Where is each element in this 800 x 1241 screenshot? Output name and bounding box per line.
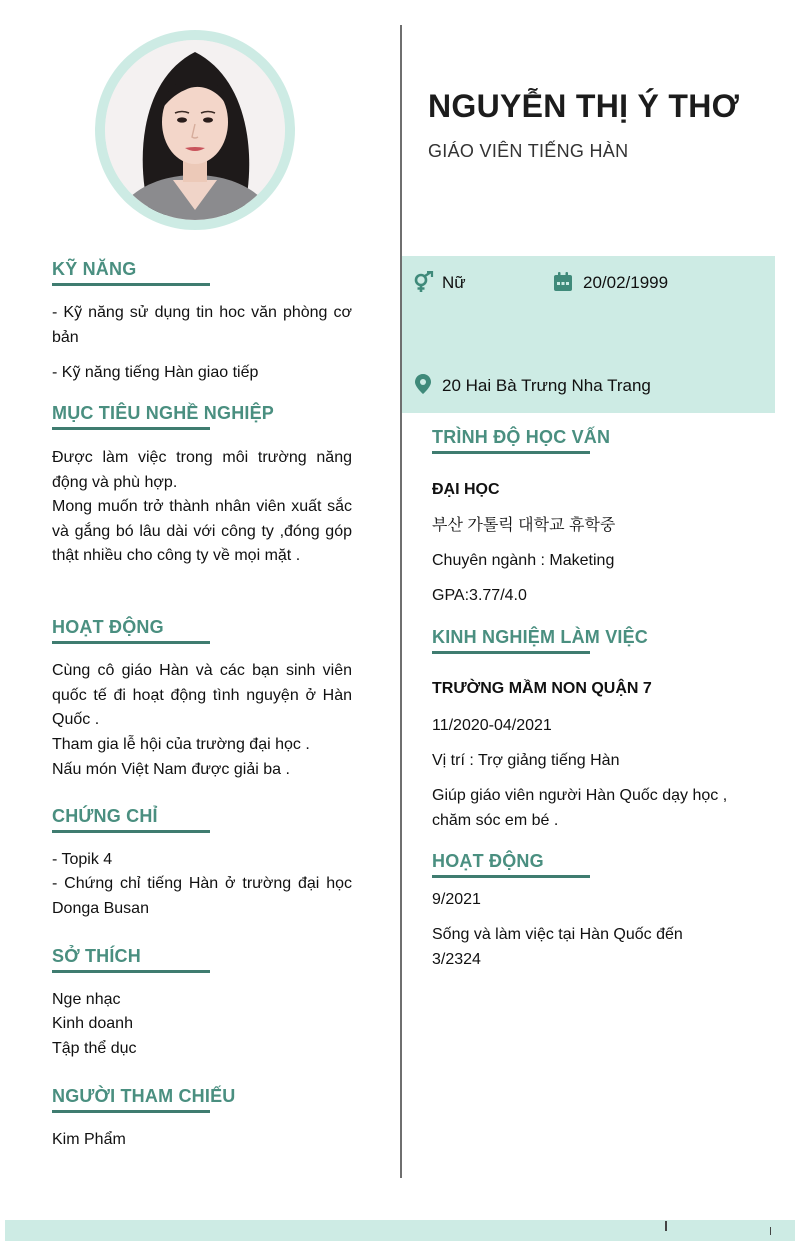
location-pin-icon <box>412 373 434 395</box>
hobbies-heading: SỞ THÍCH <box>52 946 141 966</box>
activities-underline <box>52 641 210 644</box>
calendar-icon <box>552 271 574 293</box>
education-underline <box>432 451 590 454</box>
education-school: 부산 가톨릭 대학교 휴학중 <box>432 517 616 534</box>
right-activities-heading: HOẠT ĐỘNG <box>432 851 544 871</box>
experience-underline <box>432 651 590 654</box>
gender-value: Nữ <box>442 273 466 292</box>
skills-underline <box>52 283 210 286</box>
certificate-item: - Chứng chỉ tiếng Hàn ở trường đại học Donga Busan <box>52 875 352 917</box>
activity-date: 9/2021 <box>432 891 481 908</box>
footer-mark <box>770 1227 771 1235</box>
footer-mark <box>665 1221 667 1231</box>
activities-heading: HOẠT ĐỘNG <box>52 617 164 637</box>
candidate-name: NGUYỄN THỊ Ý THƠ <box>428 88 740 124</box>
certificate-item: - Topik 4 <box>52 851 113 868</box>
certificates-heading: CHỨNG CHỈ <box>52 806 158 826</box>
activity-description: Sống và làm việc tại Hàn Quốc đến 3/2324 <box>432 926 683 968</box>
right-activities-underline <box>432 875 590 878</box>
hobbies-underline <box>52 970 210 973</box>
reference-item: Kim Phẩm <box>52 1131 126 1148</box>
gender-icon <box>412 271 434 293</box>
experience-position: Vị trí : Trợ giảng tiếng Hàn <box>432 752 620 769</box>
skill-item: - Kỹ năng tiếng Hàn giao tiếp <box>52 364 259 381</box>
candidate-role: GIÁO VIÊN TIẾNG HÀN <box>428 141 629 161</box>
experience-period: 11/2020-04/2021 <box>432 717 552 734</box>
column-divider <box>400 25 402 1178</box>
address-value: 20 Hai Bà Trưng Nha Trang <box>442 376 651 395</box>
education-gpa: GPA:3.77/4.0 <box>432 587 527 604</box>
dob-value: 20/02/1999 <box>583 273 669 292</box>
references-underline <box>52 1110 210 1113</box>
footer-bar <box>5 1220 795 1241</box>
certificates-underline <box>52 830 210 833</box>
education-major: Chuyên ngành : Maketing <box>432 552 615 569</box>
education-level: ĐẠI HỌC <box>432 481 500 498</box>
objective-text: Được làm việc trong môi trường năng động và phù hợp. <box>52 449 352 491</box>
activity-text: Tham gia lễ hội của trường đại học . <box>52 736 310 753</box>
avatar-photo <box>105 40 285 220</box>
skill-item: - Kỹ năng sử dụng tin hoc văn phòng cơ bản <box>52 304 352 346</box>
objective-underline <box>52 427 210 430</box>
activity-text: Nấu món Việt Nam được giải ba . <box>52 761 290 778</box>
experience-heading: KINH NGHIỆM LÀM VIỆC <box>432 627 649 647</box>
hobby-item: Kinh doanh <box>52 1015 133 1032</box>
experience-company: TRƯỜNG MẦM NON QUẬN 7 <box>432 680 652 697</box>
objective-text: Mong muốn trở thành nhân viên xuất sắc và gắng bó lâu dài với công ty ,đóng góp thật nhiều cho công ty về mọi mặt . <box>52 498 352 564</box>
education-heading: TRÌNH ĐỘ HỌC VẤN <box>432 427 611 447</box>
objective-heading: MỤC TIÊU NGHỀ NGHIỆP <box>52 403 275 423</box>
hobby-item: Tập thể dục <box>52 1040 137 1057</box>
activity-text: Cùng cô giáo Hàn và các bạn sinh viên quốc tế đi hoạt động tình nguyện ở Hàn Quốc . <box>52 662 352 728</box>
hobby-item: Nge nhạc <box>52 991 121 1008</box>
avatar <box>105 40 285 220</box>
skills-heading: KỸ NĂNG <box>52 259 137 279</box>
references-heading: NGƯỜI THAM CHIẾU <box>52 1086 236 1106</box>
experience-description: Giúp giáo viên người Hàn Quốc dạy học , chăm sóc em bé . <box>432 787 728 829</box>
